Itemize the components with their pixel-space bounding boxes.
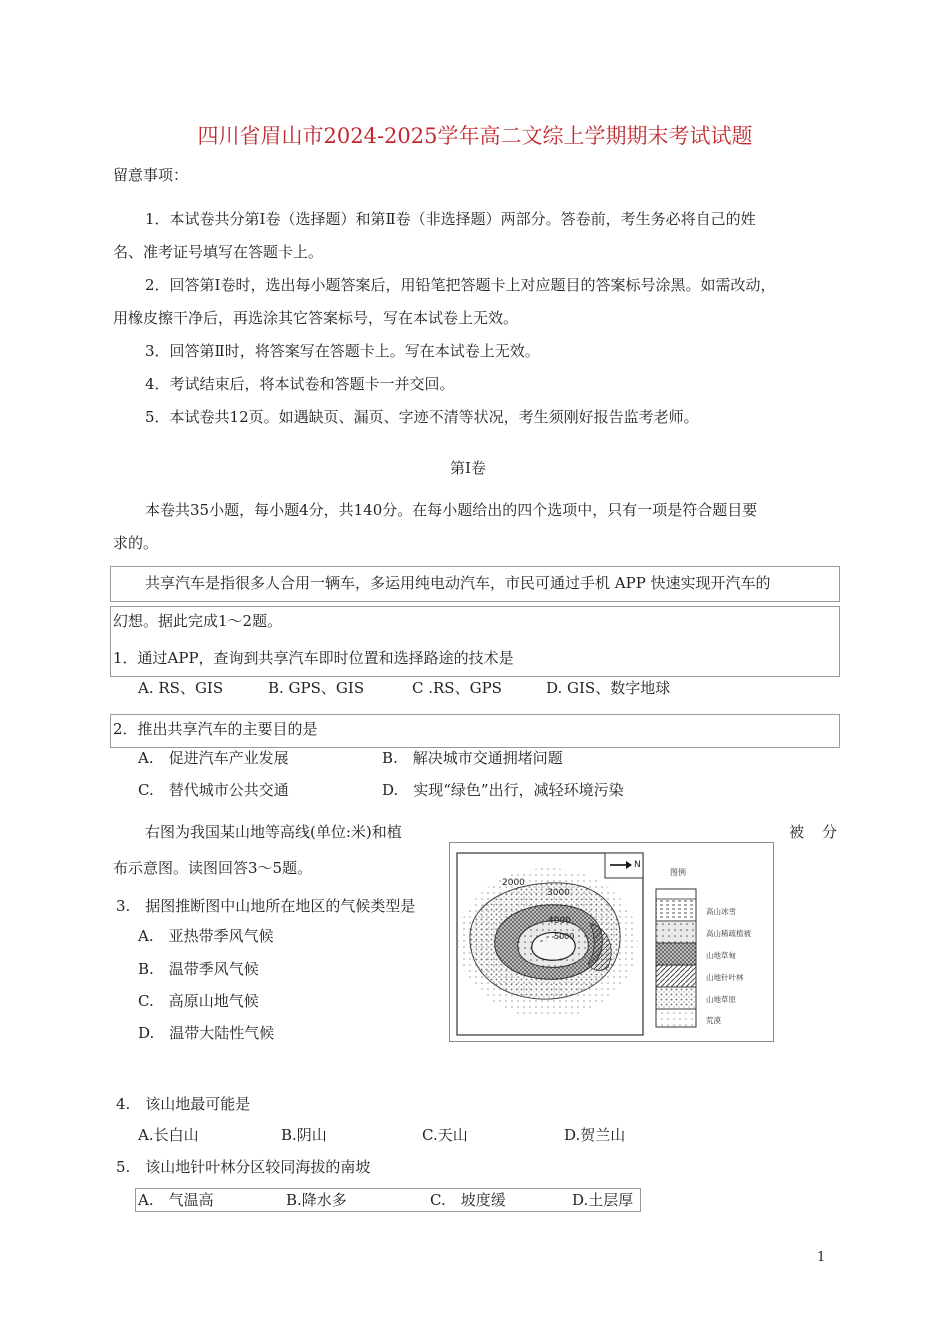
q5-option-a: A. 气温高 xyxy=(138,1191,214,1209)
legend-item: 山地针叶林 xyxy=(706,973,744,982)
q4-option-c: C.天山 xyxy=(422,1126,468,1144)
q5-option-b: B.降水多 xyxy=(286,1191,347,1209)
page-title: 四川省眉山市2024-2025学年高二文综上学期期末考试试题 xyxy=(197,124,753,148)
q1-option-a: A. RS、GIS xyxy=(138,679,224,697)
intro-line: 求的。 xyxy=(113,534,159,552)
notice-heading: 留意事项： xyxy=(113,166,189,184)
passage-line: 共享汽车是指很多人合用一辆车，多运用纯电动汽车，市民可通过手机 APP 快速实现开汽车的 xyxy=(145,574,771,592)
section-title: 第Ⅰ卷 xyxy=(450,459,486,477)
notice-line: 2．回答第Ⅰ卷时，选出每小题答案后，用铅笔把答题卡上对应题目的答案标号涂黑。如需改动， xyxy=(145,276,776,294)
legend-title: 图例 xyxy=(670,868,686,877)
q3-option-a: A. 亚热带季风气候 xyxy=(138,927,274,945)
notice-line: 5．本试卷共12页。如遇缺页、漏页、字迹不清等状况，考生须刚好报告监考老师。 xyxy=(145,408,699,426)
q2-option-b: B. 解决城市交通拥堵问题 xyxy=(382,749,563,767)
contour-label: 5000 xyxy=(554,932,575,941)
notice-line: 1．本试卷共分第Ⅰ卷（选择题）和第Ⅱ卷（非选择题）两部分。答卷前，考生务必将自己的姓 xyxy=(145,210,756,228)
question-stem: 5. 该山地针叶林分区较同海拔的南坡 xyxy=(116,1158,371,1176)
legend-item: 高山冰雪 xyxy=(706,907,736,916)
notice-line: 名、准考证号填写在答题卡上。 xyxy=(113,243,324,261)
legend-item: 高山稀疏植被 xyxy=(706,929,751,938)
contour-vegetation-map xyxy=(449,842,774,1042)
intro-line: 本卷共35小题，每小题4分，共140分。在每小题给出的四个选项中，只有一项是符合题目要 xyxy=(145,501,758,519)
q3-option-d: D. 温带大陆性气候 xyxy=(138,1024,275,1042)
notice-line: 用橡皮擦干净后，再选涂其它答案标号，写在本试卷上无效。 xyxy=(113,309,519,327)
passage-line: 布示意图。读图回答3～5题。 xyxy=(113,859,313,877)
question-stem: 3. 据图推断图中山地所在地区的气候类型是 xyxy=(116,897,416,915)
notice-line: 3．回答第Ⅱ时，将答案写在答题卡上。写在本试卷上无效。 xyxy=(145,342,540,360)
page-number: 1 xyxy=(817,1250,826,1265)
north-label: N xyxy=(634,860,641,870)
passage-line-end: 被 xyxy=(789,823,805,841)
question-stem: 1．通过APP，查询到共享汽车即时位置和选择路途的技术是 xyxy=(113,649,514,667)
q4-option-d: D.贺兰山 xyxy=(564,1126,626,1144)
map-graphic xyxy=(450,843,773,1041)
q2-option-c: C. 替代城市公共交通 xyxy=(138,781,289,799)
q1-option-c: C .RS、GPS xyxy=(412,679,502,697)
q2-option-a: A. 促进汽车产业发展 xyxy=(138,749,289,767)
passage-line: 右图为我国某山地等高线(单位:米)和植 xyxy=(145,823,402,841)
contour-label: 2000 xyxy=(502,878,525,888)
passage-line: 幻想。据此完成1～2题。 xyxy=(113,612,283,630)
q1-option-b: B. GPS、GIS xyxy=(268,679,365,697)
q4-option-b: B.阴山 xyxy=(281,1126,327,1144)
q2-option-d: D. 实现“绿色”出行，减轻环境污染 xyxy=(382,781,624,799)
q3-option-b: B. 温带季风气候 xyxy=(138,960,259,978)
q1-option-d: D. GIS、数字地球 xyxy=(546,679,671,697)
notice-line: 4．考试结束后，将本试卷和答题卡一并交回。 xyxy=(145,375,455,393)
question-stem: 2．推出共享汽车的主要目的是 xyxy=(113,720,318,738)
q5-option-c: C. 坡度缓 xyxy=(430,1191,506,1209)
q3-option-c: C. 高原山地气候 xyxy=(138,992,259,1010)
legend-item: 山地草原 xyxy=(706,995,736,1004)
passage-line-end: 分 xyxy=(822,823,838,841)
q4-option-a: A.长白山 xyxy=(138,1126,199,1144)
legend-item: 荒漠 xyxy=(706,1016,721,1025)
contour-label: 3000 xyxy=(547,888,570,898)
contour-label: 4000 xyxy=(548,916,571,926)
question-stem: 4. 该山地最可能是 xyxy=(116,1095,251,1113)
q5-option-d: D.土层厚 xyxy=(572,1191,634,1209)
legend-item: 山地草甸 xyxy=(706,951,736,960)
